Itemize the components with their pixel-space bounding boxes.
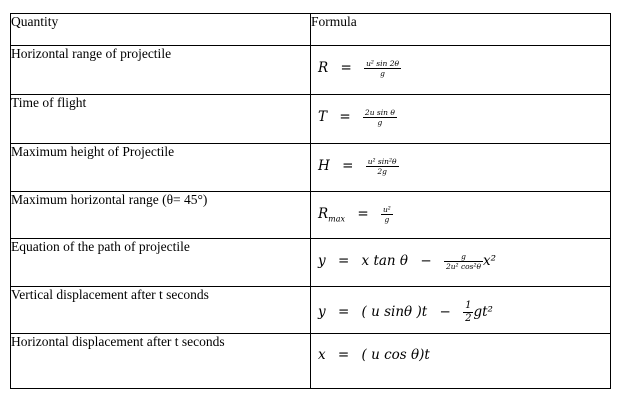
fraction-numerator: u² [382,205,391,214]
formula-lhs: T [318,109,328,125]
quantity-cell: Horizontal displacement after t seconds [11,334,311,389]
formula-cell [311,95,611,144]
quantity-cell: Maximum horizontal range (θ= 45°) [11,192,311,239]
formula-equals: = [339,109,351,125]
fraction-denominator: 2 [465,313,472,324]
formula-lhs: R [318,206,329,222]
formula-max-height [318,157,399,176]
fraction-denominator: 2u² cos²θ [445,262,482,271]
formula-max-range [318,205,393,228]
formula-cell [311,334,611,389]
formula-table [10,13,611,389]
formula-horizontal-displacement [318,347,430,363]
formula-cell [311,192,611,239]
formula-time-of-flight [318,108,397,127]
formula-range [318,59,401,78]
formula-term: x tan θ [361,253,409,269]
formula-path-equation [318,252,496,271]
fraction-denominator: 2g [366,166,399,176]
formula-fraction [363,108,397,127]
formula-lhs-subscript: max [328,214,346,224]
formula-cell [311,144,611,192]
formula-term: ( u sinθ )t [361,304,428,320]
quantity-cell: Equation of the path of projectile [11,239,311,287]
formula-minus: − [420,253,432,269]
formula-equals: = [340,60,352,76]
table-header-row [11,14,611,46]
fraction-numerator: g [461,252,466,261]
formula-lhs: x [318,347,326,363]
table-row [11,46,611,95]
formula-fraction [381,205,393,224]
fraction-denominator: g [381,214,393,224]
formula-cell [311,287,611,334]
formula-lhs: y [318,253,326,269]
formula-fraction [364,59,401,78]
formula-equals: = [337,347,350,363]
quantity-cell: Time of flight [11,95,311,144]
fraction-numerator: u² sin 2θ [366,59,400,68]
fraction-numerator: 1 [465,300,472,311]
fraction-denominator: g [364,68,401,78]
formula-tail: gt² [473,304,493,320]
formula-lhs: H [318,158,330,174]
formula-equals: = [357,206,369,222]
formula-equals: = [337,304,350,320]
formula-cell [311,239,611,287]
header-quantity: Quantity [11,14,311,46]
formula-minus: − [439,304,451,320]
formula-vertical-displacement [318,300,493,325]
table-row [11,95,611,144]
quantity-cell: Horizontal range of projectile [11,46,311,95]
formula-equals: = [342,158,354,174]
formula-term: ( u cos θ)t [361,347,430,363]
formula-equals: = [337,253,350,269]
quantity-cell: Maximum height of Projectile [11,144,311,192]
formula-lhs: y [318,304,326,320]
fraction-numerator: 2u sin θ [364,108,395,117]
table-row [11,287,611,334]
table-row [11,334,611,389]
formula-tail: x² [483,253,497,269]
table-row [11,192,611,239]
formula-fraction [366,157,399,176]
fraction-denominator: g [363,117,397,127]
formula-fraction [444,252,483,271]
header-formula: Formula [311,14,611,46]
fraction-numerator: u² sin²θ [367,157,397,166]
formula-fraction [463,300,473,325]
quantity-cell: Vertical displacement after t seconds [11,287,311,334]
table-row [11,144,611,192]
table-row [11,239,611,287]
formula-lhs: R [318,60,329,76]
formula-cell [311,46,611,95]
